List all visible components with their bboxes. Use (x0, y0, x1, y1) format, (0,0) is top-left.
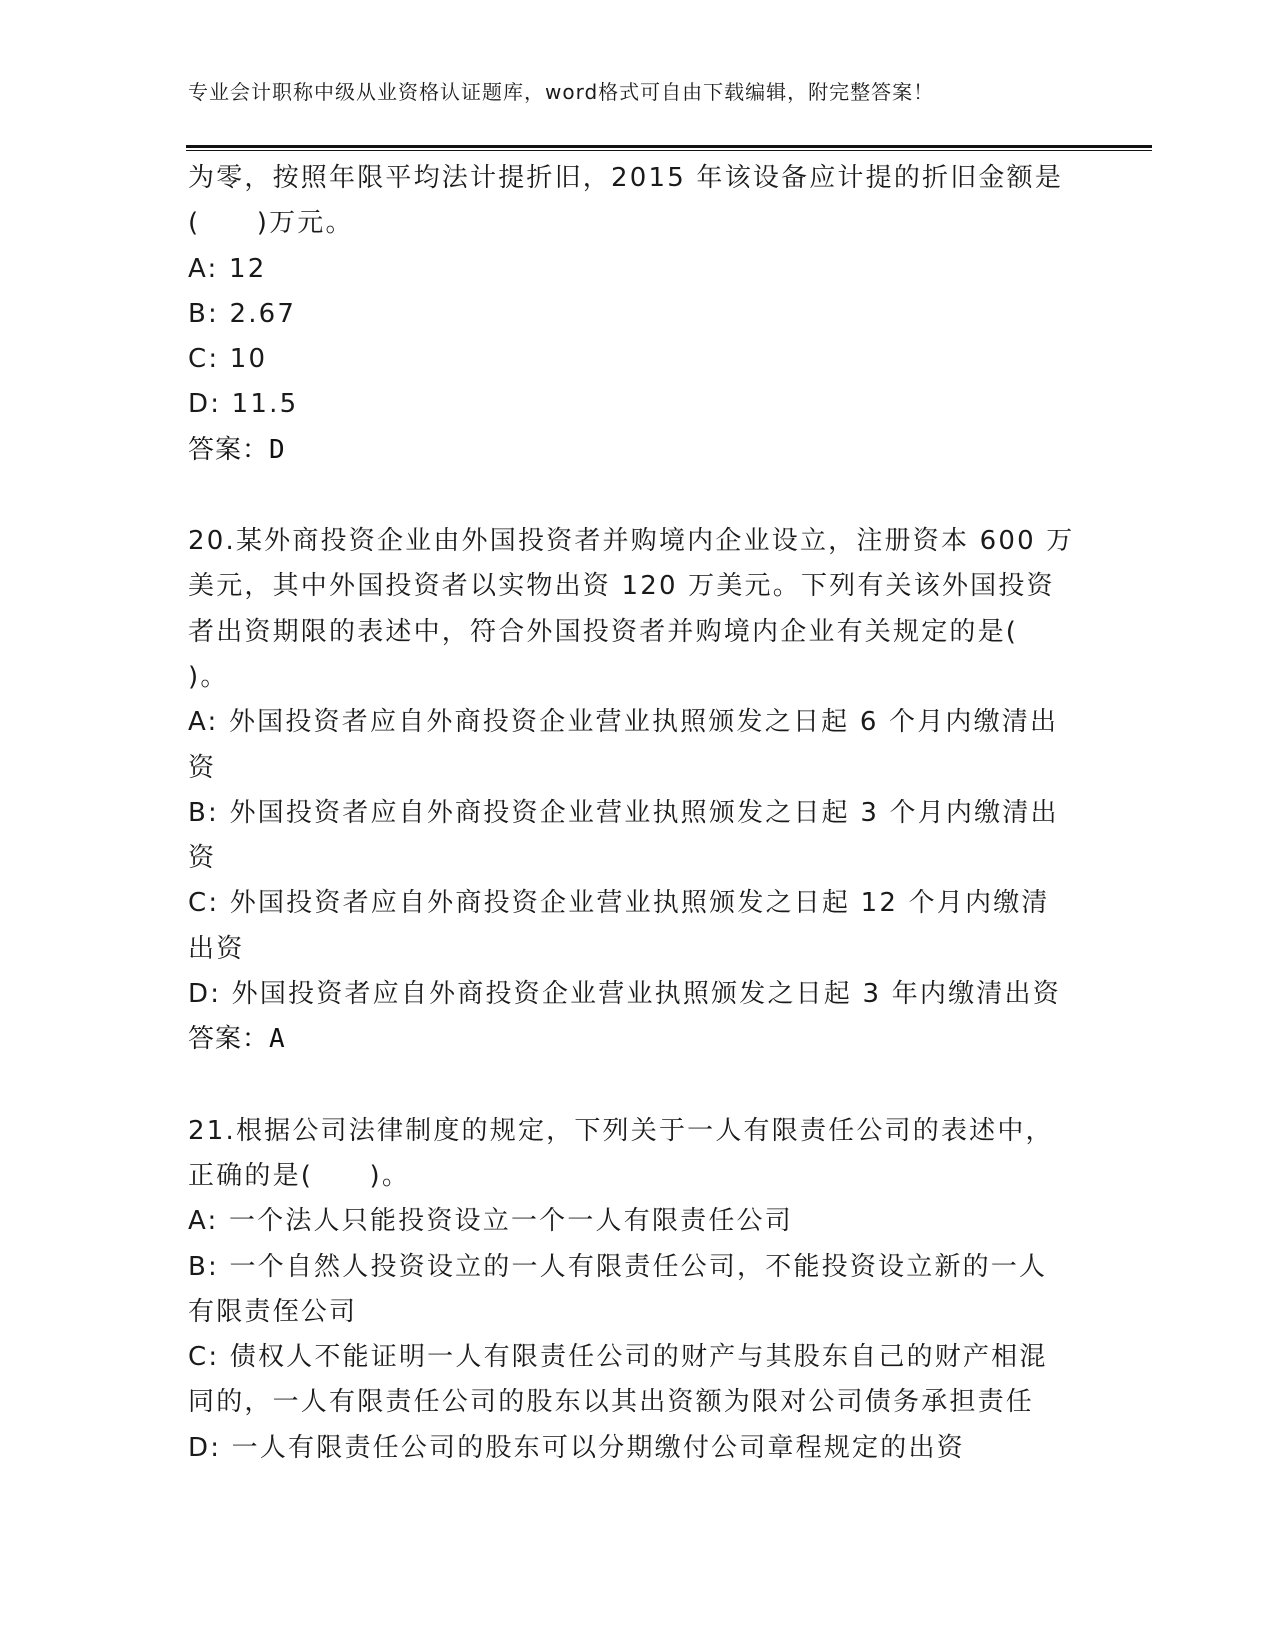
question-text-line: 美元，其中外国投资者以实物出资 120 万美元。下列有关该外国投资 (188, 571, 1055, 602)
answer-line (188, 1017, 1088, 1062)
option-b: B: 外国投资者应自外商投资企业营业执照颁发之日起 3 个月内缴清出 (188, 797, 1059, 828)
answer-line (188, 428, 1088, 473)
option-b-continued: 有限责侄公司 (188, 1296, 358, 1327)
question-text-line: ( )万元。 (188, 208, 354, 239)
question-text-line: 正确的是( )。 (188, 1160, 411, 1191)
question-spacer (188, 1063, 1088, 1109)
option-d: D: 11.5 (188, 389, 299, 420)
header-rule-thick (186, 145, 1152, 148)
option-c-continued: 出资 (188, 933, 245, 964)
page-header: 专业会计职称中级从业资格认证题库，word格式可自由下载编辑，附完整答案！ (188, 80, 935, 104)
option-c: C: 10 (188, 344, 268, 375)
question-19-continued (188, 156, 1088, 473)
question-21 (188, 1109, 1088, 1471)
question-text-line: 21.根据公司法律制度的规定，下列关于一人有限责任公司的表述中， (188, 1115, 1054, 1146)
option-c: C: 债权人不能证明一人有限责任公司的财产与其股东自己的财产相混 (188, 1342, 1048, 1373)
option-a: A: 12 (188, 253, 267, 284)
answer-value: A (269, 1024, 286, 1055)
answer-label: 答案： (188, 434, 270, 465)
option-a: A: 外国投资者应自外商投资企业营业执照颁发之日起 6 个月内缴清出 (188, 707, 1059, 738)
question-spacer (188, 473, 1088, 519)
option-a: A: 一个法人只能投资设立一个一人有限责任公司 (188, 1206, 793, 1237)
option-d: D: 外国投资者应自外商投资企业营业执照颁发之日起 3 年内缴清出资 (188, 979, 1061, 1010)
question-text-line: 20.某外商投资企业由外国投资者并购境内企业设立，注册资本 600 万 (188, 526, 1075, 557)
option-b-continued: 资 (188, 843, 217, 874)
option-c: C: 外国投资者应自外商投资企业营业执照颁发之日起 12 个月内缴清 (188, 888, 1050, 919)
answer-label: 答案： (188, 1024, 270, 1055)
option-d: D: 一人有限责任公司的股东可以分期缴付公司章程规定的出资 (188, 1432, 965, 1463)
question-text-line: )。 (188, 661, 229, 692)
question-text-line: 为零，按照年限平均法计提折旧，2015 年该设备应计提的折旧金额是 (188, 163, 1064, 193)
option-b: B: 2.67 (188, 298, 297, 329)
answer-value: D (269, 434, 286, 465)
document-content (188, 156, 1088, 1471)
question-20 (188, 519, 1088, 1063)
header-rule-thin (186, 150, 1152, 151)
option-c-continued: 同的，一人有限责任公司的股东以其出资额为限对公司债务承担责任 (188, 1387, 1035, 1418)
question-text-line: 者出资期限的表述中，符合外国投资者并购境内企业有关规定的是( (188, 616, 1019, 647)
option-b: B: 一个自然人投资设立的一人有限责任公司，不能投资设立新的一人 (188, 1251, 1048, 1282)
option-a-continued: 资 (188, 752, 217, 783)
